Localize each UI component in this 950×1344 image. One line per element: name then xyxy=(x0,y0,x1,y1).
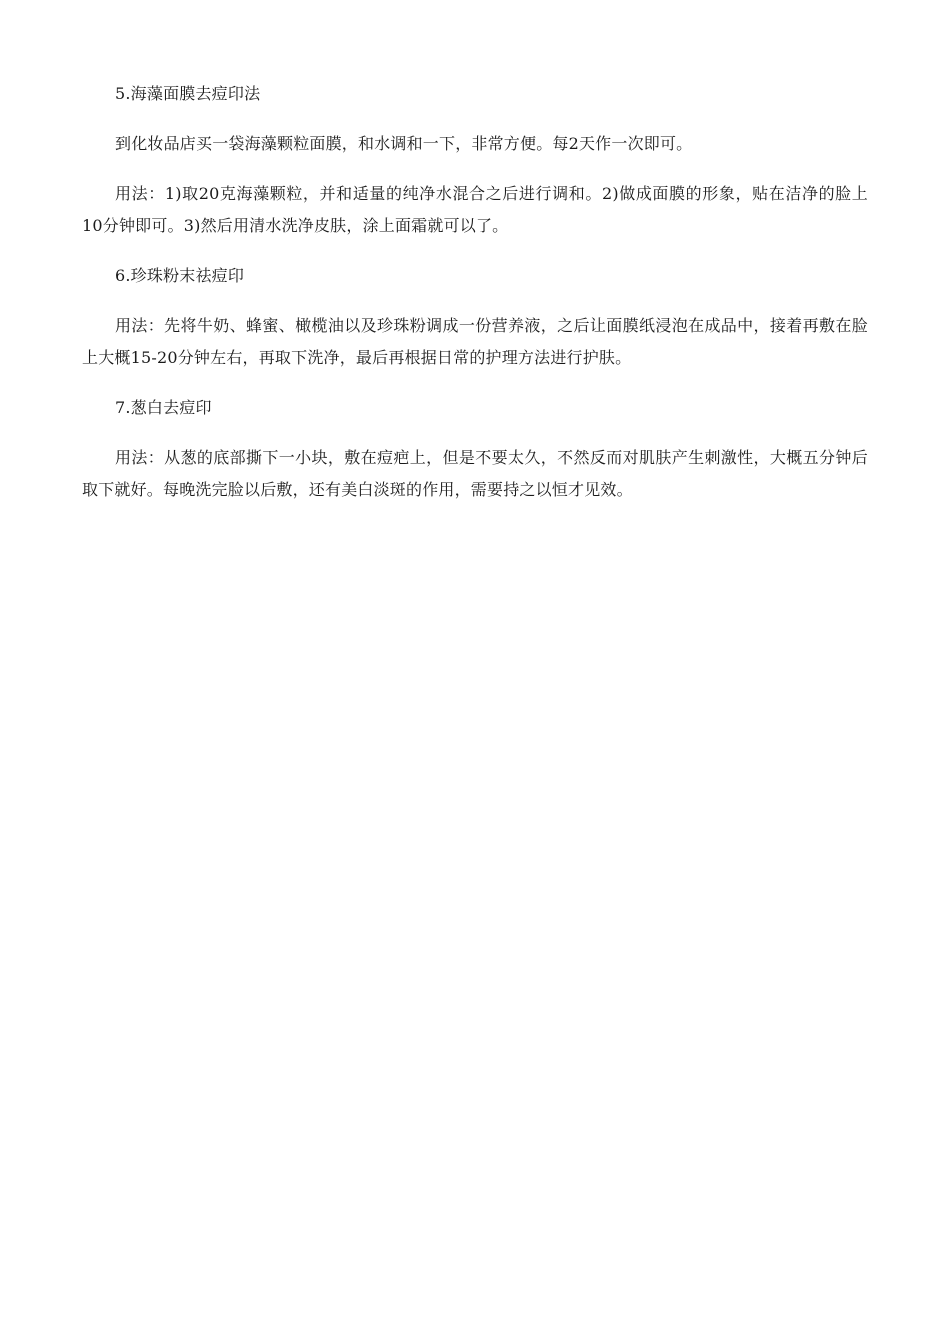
paragraph-seaweed-intro: 到化妆品店买一袋海藻颗粒面膜，和水调和一下，非常方便。每2天作一次即可。 xyxy=(115,134,693,153)
section-heading-pearl-powder: 6.珍珠粉末祛痘印 xyxy=(115,266,245,285)
section-heading-seaweed-mask: 5.海藻面膜去痘印法 xyxy=(115,84,261,103)
paragraph-pearl-usage: 用法：先将牛奶、蜂蜜、橄榄油以及珍珠粉调成一份营养液，之后让面膜纸浸泡在成品中，接着再敷在脸上大概15-20分钟左右，再取下洗净，最后再根据日常的护理方法进行护肤。 xyxy=(82,316,868,367)
paragraph-scallion-usage: 用法：从葱的底部撕下一小块，敷在痘疤上，但是不要太久，不然反而对肌肤产生刺激性，大概五分钟后取下就好。每晚洗完脸以后敷，还有美白淡斑的作用，需要持之以恒才见效。 xyxy=(82,448,868,499)
section-heading-scallion: 7.葱白去痘印 xyxy=(115,398,212,417)
paragraph-seaweed-usage: 用法：1)取20克海藻颗粒，并和适量的纯净水混合之后进行调和。2)做成面膜的形象，贴在洁净的脸上10分钟即可。3)然后用清水洗净皮肤，涂上面霜就可以了。 xyxy=(82,184,868,235)
